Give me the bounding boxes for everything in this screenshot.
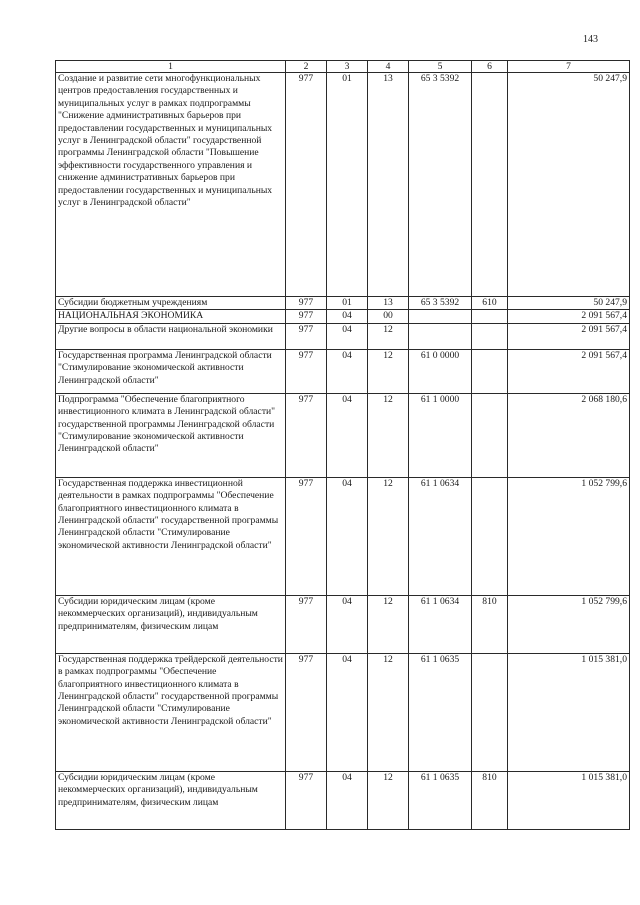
row-code-ministry: 977 (286, 323, 327, 349)
row-code-ministry: 977 (286, 595, 327, 653)
row-name: Субсидии бюджетным учреждениям (56, 297, 286, 310)
header-row (56, 61, 630, 73)
row-code-section: 04 (327, 477, 368, 595)
row-code-section: 01 (327, 73, 368, 297)
table-row (56, 595, 630, 653)
row-name: Государственная поддержка трейдерской деятельности в рамках подпрограммы "Обеспечение благоприятного инвестиционного климата в Ленинградской области" государственной программы Ленинградской области "Стимулирование экономической активности Ленинградской области" (56, 653, 286, 771)
row-code-expense-type (472, 477, 508, 595)
row-code-subsection: 12 (368, 771, 409, 829)
row-code-target: 61 1 0634 (409, 477, 472, 595)
row-sum: 1 015 381,0 (508, 653, 630, 771)
header-cell-5: 5 (409, 61, 472, 73)
row-code-target (409, 323, 472, 349)
row-code-ministry: 977 (286, 349, 327, 393)
row-code-section: 04 (327, 323, 368, 349)
table-row (56, 771, 630, 829)
row-code-expense-type (472, 393, 508, 477)
row-code-section: 04 (327, 393, 368, 477)
row-code-ministry: 977 (286, 653, 327, 771)
row-code-section: 04 (327, 653, 368, 771)
row-code-subsection: 13 (368, 73, 409, 297)
row-sum: 2 091 567,4 (508, 323, 630, 349)
row-code-expense-type (472, 653, 508, 771)
row-name: Государственная поддержка инвестиционной деятельности в рамках подпрограммы "Обеспечение благоприятного инвестиционного климата в Ленинградской области" государственной программы Ленинградской области "Стимулирование экономической активности Ленинградской области" (56, 477, 286, 595)
row-sum: 2 091 567,4 (508, 310, 630, 323)
row-sum: 2 091 567,4 (508, 349, 630, 393)
row-code-target: 61 1 0635 (409, 653, 472, 771)
row-sum: 2 068 180,6 (508, 393, 630, 477)
row-code-target (409, 310, 472, 323)
header-cell-3: 3 (327, 61, 368, 73)
row-code-expense-type (472, 349, 508, 393)
table-row (56, 477, 630, 595)
header-cell-2: 2 (286, 61, 327, 73)
table-row (56, 393, 630, 477)
row-code-section: 04 (327, 349, 368, 393)
row-code-ministry: 977 (286, 310, 327, 323)
row-code-target: 61 1 0635 (409, 771, 472, 829)
header-cell-6: 6 (472, 61, 508, 73)
row-code-subsection: 12 (368, 653, 409, 771)
row-code-subsection: 12 (368, 349, 409, 393)
header-cell-4: 4 (368, 61, 409, 73)
table-row (56, 73, 630, 297)
row-sum: 50 247,9 (508, 297, 630, 310)
row-sum: 1 052 799,6 (508, 477, 630, 595)
row-code-target: 61 0 0000 (409, 349, 472, 393)
table-row (56, 653, 630, 771)
table-row (56, 323, 630, 349)
row-name: Другие вопросы в области национальной экономики (56, 323, 286, 349)
row-name: Создание и развитие сети многофункциональных центров предоставления государственных и муниципальных услуг в рамках подпрограммы "Снижение административных барьеров при предоставлении государственных и муниципальных услуг в Ленинградской области" государственной программы Ленинградской области "Повышение эффективности государственного управления и снижение административных барьеров при предоставлении государственных и муниципальных услуг в Ленинградской области" (56, 73, 286, 297)
row-code-expense-type: 810 (472, 595, 508, 653)
row-code-subsection: 12 (368, 595, 409, 653)
table-row (56, 310, 630, 323)
row-code-subsection: 12 (368, 393, 409, 477)
row-code-expense-type (472, 310, 508, 323)
row-code-section: 04 (327, 771, 368, 829)
row-code-ministry: 977 (286, 73, 327, 297)
row-code-section: 04 (327, 310, 368, 323)
row-name: Подпрограмма "Обеспечение благоприятного инвестиционного климата в Ленинградской области" государственной программы Ленинградской области "Стимулирование экономической активности Ленинградской области" (56, 393, 286, 477)
table-row (56, 349, 630, 393)
row-name: Государственная программа Ленинградской области "Стимулирование экономической активности Ленинградской области" (56, 349, 286, 393)
row-code-section: 01 (327, 297, 368, 310)
row-code-ministry: 977 (286, 771, 327, 829)
row-code-expense-type (472, 73, 508, 297)
header-cell-1: 1 (56, 61, 286, 73)
row-code-expense-type (472, 323, 508, 349)
row-code-target: 61 1 0000 (409, 393, 472, 477)
page-number: 143 (583, 34, 598, 45)
row-code-expense-type: 810 (472, 771, 508, 829)
row-code-ministry: 977 (286, 477, 327, 595)
row-sum: 50 247,9 (508, 73, 630, 297)
row-name: Субсидии юридическим лицам (кроме некоммерческих организаций), индивидуальным предпринимателям, физическим лицам (56, 595, 286, 653)
row-code-expense-type: 610 (472, 297, 508, 310)
row-name: НАЦИОНАЛЬНАЯ ЭКОНОМИКА (56, 310, 286, 323)
row-code-subsection: 12 (368, 477, 409, 595)
row-code-target: 65 3 5392 (409, 297, 472, 310)
row-name: Субсидии юридическим лицам (кроме некоммерческих организаций), индивидуальным предпринимателям, физическим лицам (56, 771, 286, 829)
header-cell-7: 7 (508, 61, 630, 73)
row-code-target: 61 1 0634 (409, 595, 472, 653)
row-code-ministry: 977 (286, 297, 327, 310)
row-code-subsection: 13 (368, 297, 409, 310)
table-row (56, 297, 630, 310)
row-sum: 1 052 799,6 (508, 595, 630, 653)
budget-table (55, 60, 630, 830)
row-code-section: 04 (327, 595, 368, 653)
row-code-subsection: 12 (368, 323, 409, 349)
row-code-target: 65 3 5392 (409, 73, 472, 297)
row-code-ministry: 977 (286, 393, 327, 477)
row-code-subsection: 00 (368, 310, 409, 323)
row-sum: 1 015 381,0 (508, 771, 630, 829)
